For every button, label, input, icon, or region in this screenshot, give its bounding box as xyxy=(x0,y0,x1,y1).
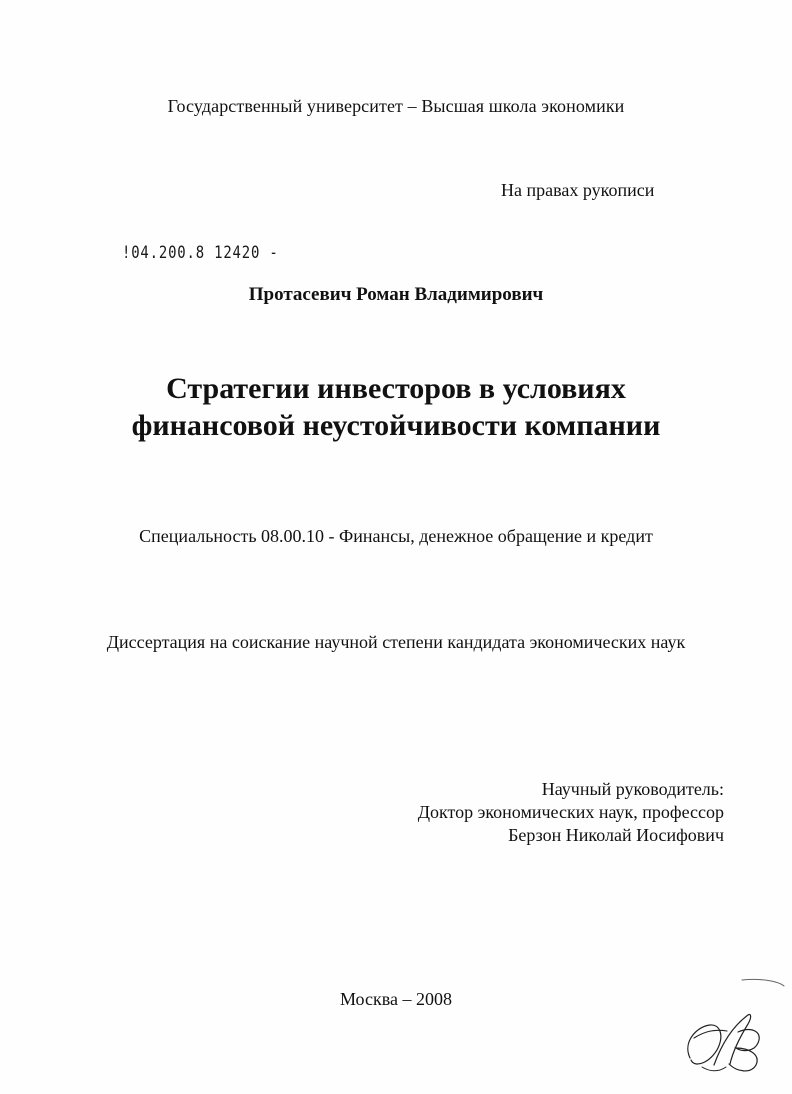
title-line-1: Стратегии инвесторов в условиях xyxy=(166,372,626,405)
handwritten-signature-icon xyxy=(660,968,786,1078)
author-name: Протасевич Роман Владимирович xyxy=(248,284,544,305)
specialty-line: Специальность 08.00.10 - Финансы, денежное обращение и кредит xyxy=(139,526,653,546)
dissertation-title xyxy=(0,370,792,444)
manuscript-note: На правах рукописи xyxy=(501,180,655,200)
supervisor-block xyxy=(418,778,724,847)
supervisor-degree: Доктор экономических наук, профессор xyxy=(417,802,724,822)
supervisor-label: Научный руководитель: xyxy=(541,779,724,799)
registry-stamp: !04.200.8 12420 - xyxy=(122,243,279,263)
title-line-2: финансовой неустойчивости компании xyxy=(131,409,661,442)
supervisor-name: Берзон Николай Иосифович xyxy=(508,825,724,845)
city-year: Москва – 2008 xyxy=(340,989,452,1009)
dissertation-degree-line: Диссертация на соискание научной степени кандидата экономических наук xyxy=(106,632,686,652)
university-name: Государственный университет – Высшая школа экономики xyxy=(167,96,625,116)
